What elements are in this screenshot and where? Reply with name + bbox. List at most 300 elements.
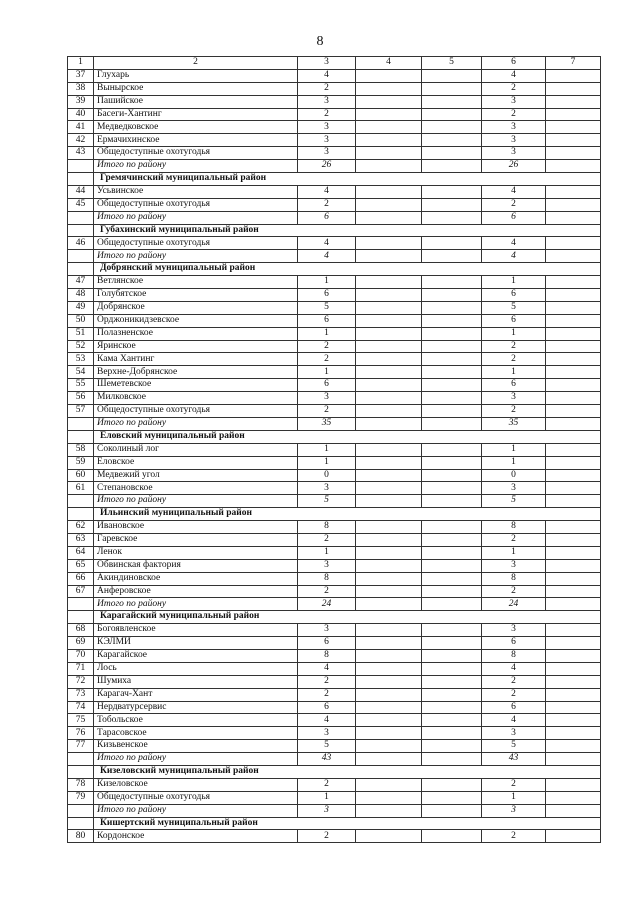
row-number-cell	[68, 160, 94, 173]
column-3-value: 1	[298, 276, 356, 289]
row-number-cell: 76	[68, 727, 94, 740]
column-4-value	[356, 624, 422, 637]
column-7-value	[546, 353, 601, 366]
row-number-cell	[68, 598, 94, 611]
column-3-value: 0	[298, 469, 356, 482]
column-6-value: 6	[482, 637, 546, 650]
district-name: Ильинский муниципальный район	[94, 508, 601, 521]
column-6-value: 1	[482, 791, 546, 804]
column-5-value	[422, 276, 482, 289]
column-5-value	[422, 160, 482, 173]
total-label: Итого по району	[94, 417, 298, 430]
hunting-ground-name: Общедоступные охотугодья	[94, 198, 298, 211]
column-6-value: 4	[482, 250, 546, 263]
district-total-row	[68, 598, 601, 611]
column-6-value: 2	[482, 198, 546, 211]
column-6-value: 2	[482, 340, 546, 353]
row-number-cell: 59	[68, 456, 94, 469]
row-number-cell: 63	[68, 533, 94, 546]
column-7-value	[546, 392, 601, 405]
column-4-value	[356, 662, 422, 675]
row-number-cell: 70	[68, 649, 94, 662]
column-7-value	[546, 301, 601, 314]
hunting-ground-name: Кизеловское	[94, 778, 298, 791]
column-6-value: 1	[482, 276, 546, 289]
table-row	[68, 237, 601, 250]
hunting-grounds-table	[67, 56, 601, 843]
table-row	[68, 327, 601, 340]
column-5-value	[422, 250, 482, 263]
column-3-value: 2	[298, 108, 356, 121]
column-6-value: 1	[482, 443, 546, 456]
row-number-cell: 69	[68, 637, 94, 650]
district-total-row	[68, 250, 601, 263]
row-number-cell	[68, 495, 94, 508]
hunting-ground-name: Акиндиновское	[94, 572, 298, 585]
column-header: 2	[94, 57, 298, 70]
column-4-value	[356, 804, 422, 817]
column-4-value	[356, 250, 422, 263]
column-7-value	[546, 417, 601, 430]
column-4-value	[356, 405, 422, 418]
hunting-ground-name: Нердватурсервис	[94, 701, 298, 714]
column-5-value	[422, 121, 482, 134]
column-3-value: 4	[298, 185, 356, 198]
column-7-value	[546, 598, 601, 611]
column-7-value	[546, 830, 601, 843]
district-header-row	[68, 817, 601, 830]
column-5-value	[422, 753, 482, 766]
column-4-value	[356, 598, 422, 611]
table-row	[68, 289, 601, 302]
district-name: Карагайский муниципальный район	[94, 611, 601, 624]
column-4-value	[356, 727, 422, 740]
column-7-value	[546, 82, 601, 95]
hunting-ground-name: Пашийское	[94, 95, 298, 108]
column-6-value: 35	[482, 417, 546, 430]
column-header: 5	[422, 57, 482, 70]
column-7-value	[546, 727, 601, 740]
column-6-value: 8	[482, 521, 546, 534]
total-label: Итого по району	[94, 804, 298, 817]
column-5-value	[422, 147, 482, 160]
district-name: Кишертский муниципальный район	[94, 817, 601, 830]
table-row	[68, 585, 601, 598]
column-7-value	[546, 314, 601, 327]
table-row	[68, 649, 601, 662]
column-6-value: 4	[482, 237, 546, 250]
column-3-value: 8	[298, 572, 356, 585]
column-6-value: 3	[482, 482, 546, 495]
hunting-ground-name: Усьвинское	[94, 185, 298, 198]
table-row	[68, 379, 601, 392]
row-number-cell	[68, 817, 94, 830]
column-6-value: 26	[482, 160, 546, 173]
column-4-value	[356, 675, 422, 688]
row-number-cell: 41	[68, 121, 94, 134]
column-4-value	[356, 160, 422, 173]
column-4-value	[356, 533, 422, 546]
column-4-value	[356, 637, 422, 650]
column-3-value: 3	[298, 804, 356, 817]
hunting-ground-name: Лось	[94, 662, 298, 675]
column-6-value: 2	[482, 533, 546, 546]
table-row	[68, 572, 601, 585]
column-6-value: 6	[482, 701, 546, 714]
column-7-value	[546, 559, 601, 572]
column-5-value	[422, 791, 482, 804]
column-7-value	[546, 637, 601, 650]
column-4-value	[356, 830, 422, 843]
row-number-cell: 65	[68, 559, 94, 572]
district-total-row	[68, 160, 601, 173]
column-7-value	[546, 276, 601, 289]
total-label: Итого по району	[94, 753, 298, 766]
table-row	[68, 314, 601, 327]
column-3-value: 3	[298, 147, 356, 160]
column-7-value	[546, 714, 601, 727]
column-6-value: 2	[482, 108, 546, 121]
column-7-value	[546, 340, 601, 353]
row-number-cell	[68, 430, 94, 443]
hunting-ground-name: Яринское	[94, 340, 298, 353]
column-5-value	[422, 624, 482, 637]
table-row	[68, 675, 601, 688]
table-row	[68, 443, 601, 456]
column-6-value: 0	[482, 469, 546, 482]
table-row	[68, 791, 601, 804]
column-5-value	[422, 521, 482, 534]
row-number-cell: 71	[68, 662, 94, 675]
column-6-value: 2	[482, 778, 546, 791]
column-6-value: 2	[482, 688, 546, 701]
column-7-value	[546, 185, 601, 198]
table-row	[68, 559, 601, 572]
column-4-value	[356, 791, 422, 804]
column-4-value	[356, 740, 422, 753]
column-4-value	[356, 572, 422, 585]
row-number-cell: 44	[68, 185, 94, 198]
row-number-cell: 80	[68, 830, 94, 843]
column-6-value: 8	[482, 572, 546, 585]
column-6-value: 2	[482, 82, 546, 95]
column-3-value: 2	[298, 353, 356, 366]
total-label: Итого по району	[94, 598, 298, 611]
column-3-value: 1	[298, 546, 356, 559]
row-number-cell: 61	[68, 482, 94, 495]
column-4-value	[356, 521, 422, 534]
hunting-ground-name: Полазненское	[94, 327, 298, 340]
district-total-row	[68, 417, 601, 430]
hunting-ground-name: Глухарь	[94, 69, 298, 82]
column-7-value	[546, 804, 601, 817]
row-number-cell: 55	[68, 379, 94, 392]
column-3-value: 1	[298, 443, 356, 456]
column-3-value: 1	[298, 791, 356, 804]
column-4-value	[356, 314, 422, 327]
column-5-value	[422, 301, 482, 314]
hunting-ground-name: Ветлянское	[94, 276, 298, 289]
column-7-value	[546, 108, 601, 121]
column-3-value: 35	[298, 417, 356, 430]
column-3-value: 6	[298, 637, 356, 650]
column-4-value	[356, 198, 422, 211]
column-3-value: 8	[298, 521, 356, 534]
row-number-cell: 62	[68, 521, 94, 534]
column-7-value	[546, 688, 601, 701]
district-header-row	[68, 224, 601, 237]
hunting-ground-name: Ленок	[94, 546, 298, 559]
hunting-ground-name: Кизьвенское	[94, 740, 298, 753]
column-7-value	[546, 289, 601, 302]
table-row	[68, 366, 601, 379]
column-3-value: 3	[298, 95, 356, 108]
table-row	[68, 198, 601, 211]
column-6-value: 3	[482, 727, 546, 740]
column-7-value	[546, 585, 601, 598]
column-3-value: 2	[298, 340, 356, 353]
column-5-value	[422, 727, 482, 740]
column-3-value: 6	[298, 379, 356, 392]
column-7-value	[546, 121, 601, 134]
table-row	[68, 624, 601, 637]
column-6-value: 3	[482, 134, 546, 147]
column-3-value: 3	[298, 624, 356, 637]
table-row	[68, 688, 601, 701]
column-3-value: 2	[298, 82, 356, 95]
column-3-value: 5	[298, 301, 356, 314]
column-3-value: 2	[298, 198, 356, 211]
row-number-cell: 68	[68, 624, 94, 637]
column-5-value	[422, 598, 482, 611]
column-6-value: 5	[482, 740, 546, 753]
column-7-value	[546, 740, 601, 753]
column-5-value	[422, 585, 482, 598]
column-4-value	[356, 753, 422, 766]
column-7-value	[546, 237, 601, 250]
hunting-ground-name: Тарасовское	[94, 727, 298, 740]
hunting-ground-name: Общедоступные охотугодья	[94, 147, 298, 160]
column-5-value	[422, 456, 482, 469]
column-6-value: 8	[482, 649, 546, 662]
hunting-ground-name: Медвежий угол	[94, 469, 298, 482]
row-number-cell	[68, 224, 94, 237]
row-number-cell	[68, 263, 94, 276]
column-3-value: 1	[298, 366, 356, 379]
row-number-cell: 40	[68, 108, 94, 121]
row-number-cell	[68, 173, 94, 186]
district-header-row	[68, 430, 601, 443]
column-5-value	[422, 314, 482, 327]
hunting-ground-name: Степановское	[94, 482, 298, 495]
hunting-ground-name: Вынырское	[94, 82, 298, 95]
column-4-value	[356, 469, 422, 482]
table-row	[68, 521, 601, 534]
table-row	[68, 482, 601, 495]
column-3-value: 4	[298, 237, 356, 250]
column-3-value: 3	[298, 727, 356, 740]
column-5-value	[422, 830, 482, 843]
table-row	[68, 830, 601, 843]
hunting-ground-name: Кордонское	[94, 830, 298, 843]
hunting-ground-name: Кама Хантинг	[94, 353, 298, 366]
hunting-ground-name: Гаревское	[94, 533, 298, 546]
table-row	[68, 701, 601, 714]
column-6-value: 4	[482, 714, 546, 727]
row-number-cell	[68, 765, 94, 778]
column-header-row	[68, 57, 601, 70]
column-6-value: 43	[482, 753, 546, 766]
column-7-value	[546, 495, 601, 508]
column-5-value	[422, 714, 482, 727]
table-row	[68, 147, 601, 160]
column-3-value: 6	[298, 289, 356, 302]
column-header: 7	[546, 57, 601, 70]
column-5-value	[422, 740, 482, 753]
hunting-ground-name: Общедоступные охотугодья	[94, 405, 298, 418]
column-4-value	[356, 778, 422, 791]
column-7-value	[546, 147, 601, 160]
column-6-value: 4	[482, 69, 546, 82]
column-6-value: 24	[482, 598, 546, 611]
column-5-value	[422, 417, 482, 430]
column-5-value	[422, 198, 482, 211]
column-3-value: 4	[298, 250, 356, 263]
column-5-value	[422, 443, 482, 456]
district-total-row	[68, 753, 601, 766]
column-7-value	[546, 211, 601, 224]
column-7-value	[546, 778, 601, 791]
column-4-value	[356, 69, 422, 82]
column-5-value	[422, 469, 482, 482]
column-6-value: 5	[482, 301, 546, 314]
column-6-value: 6	[482, 379, 546, 392]
column-5-value	[422, 82, 482, 95]
column-4-value	[356, 379, 422, 392]
table-row	[68, 714, 601, 727]
row-number-cell: 51	[68, 327, 94, 340]
district-name: Губахинский муниципальный район	[94, 224, 601, 237]
column-7-value	[546, 366, 601, 379]
row-number-cell	[68, 250, 94, 263]
row-number-cell: 56	[68, 392, 94, 405]
column-5-value	[422, 211, 482, 224]
column-3-value: 5	[298, 495, 356, 508]
row-number-cell: 45	[68, 198, 94, 211]
column-6-value: 2	[482, 405, 546, 418]
column-7-value	[546, 546, 601, 559]
row-number-cell	[68, 753, 94, 766]
column-4-value	[356, 121, 422, 134]
column-3-value: 2	[298, 405, 356, 418]
column-4-value	[356, 108, 422, 121]
column-5-value	[422, 108, 482, 121]
column-5-value	[422, 662, 482, 675]
column-3-value: 4	[298, 69, 356, 82]
column-3-value: 5	[298, 740, 356, 753]
total-label: Итого по району	[94, 160, 298, 173]
district-header-row	[68, 508, 601, 521]
column-5-value	[422, 533, 482, 546]
column-header: 3	[298, 57, 356, 70]
district-total-row	[68, 804, 601, 817]
total-label: Итого по району	[94, 250, 298, 263]
column-5-value	[422, 675, 482, 688]
column-4-value	[356, 392, 422, 405]
column-5-value	[422, 392, 482, 405]
row-number-cell: 73	[68, 688, 94, 701]
column-5-value	[422, 546, 482, 559]
column-6-value: 6	[482, 289, 546, 302]
table-row	[68, 340, 601, 353]
column-7-value	[546, 327, 601, 340]
table-row	[68, 740, 601, 753]
row-number-cell	[68, 804, 94, 817]
row-number-cell: 72	[68, 675, 94, 688]
column-6-value: 2	[482, 585, 546, 598]
column-3-value: 3	[298, 134, 356, 147]
column-7-value	[546, 675, 601, 688]
table-row	[68, 392, 601, 405]
column-7-value	[546, 160, 601, 173]
hunting-ground-name: Ивановское	[94, 521, 298, 534]
row-number-cell: 43	[68, 147, 94, 160]
column-7-value	[546, 69, 601, 82]
hunting-ground-name: Верхне-Добрянское	[94, 366, 298, 379]
hunting-ground-name: Тобольское	[94, 714, 298, 727]
column-7-value	[546, 379, 601, 392]
hunting-ground-name: Милковское	[94, 392, 298, 405]
row-number-cell	[68, 508, 94, 521]
column-7-value	[546, 753, 601, 766]
column-7-value	[546, 134, 601, 147]
column-6-value: 1	[482, 327, 546, 340]
column-4-value	[356, 714, 422, 727]
column-3-value: 6	[298, 211, 356, 224]
column-3-value: 2	[298, 585, 356, 598]
hunting-ground-name: Общедоступные охотугодья	[94, 237, 298, 250]
hunting-ground-name: Карагач-Хант	[94, 688, 298, 701]
column-4-value	[356, 456, 422, 469]
table-row	[68, 185, 601, 198]
column-4-value	[356, 417, 422, 430]
column-5-value	[422, 637, 482, 650]
column-6-value: 3	[482, 121, 546, 134]
district-header-row	[68, 173, 601, 186]
column-7-value	[546, 533, 601, 546]
column-3-value: 3	[298, 392, 356, 405]
column-4-value	[356, 211, 422, 224]
row-number-cell: 47	[68, 276, 94, 289]
column-6-value: 5	[482, 495, 546, 508]
column-7-value	[546, 443, 601, 456]
column-3-value: 2	[298, 688, 356, 701]
column-3-value: 3	[298, 121, 356, 134]
column-5-value	[422, 688, 482, 701]
column-3-value: 8	[298, 649, 356, 662]
row-number-cell: 49	[68, 301, 94, 314]
row-number-cell: 37	[68, 69, 94, 82]
hunting-ground-name: Шумиха	[94, 675, 298, 688]
column-4-value	[356, 353, 422, 366]
table-row	[68, 108, 601, 121]
row-number-cell: 48	[68, 289, 94, 302]
hunting-ground-name: Богоявленское	[94, 624, 298, 637]
row-number-cell	[68, 417, 94, 430]
table-row	[68, 727, 601, 740]
column-3-value: 6	[298, 701, 356, 714]
column-4-value	[356, 340, 422, 353]
